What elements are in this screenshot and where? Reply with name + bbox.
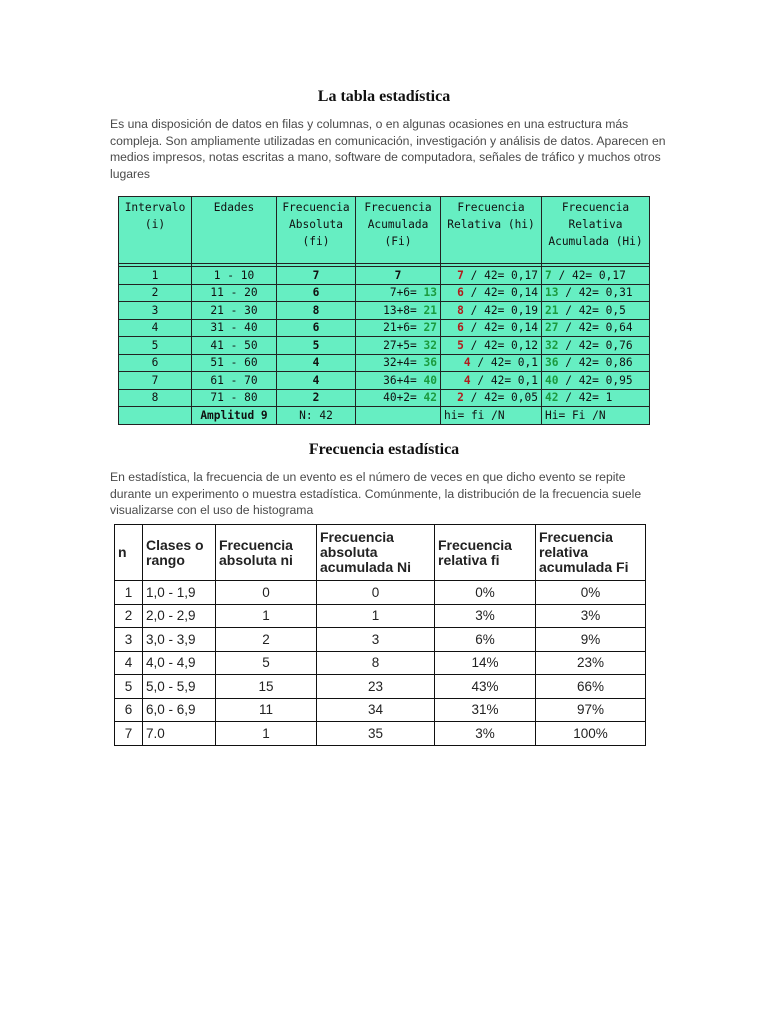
cell-frecuencia-absoluta: 6 bbox=[277, 284, 356, 302]
numerator-value: 6 bbox=[457, 321, 464, 335]
section-paragraph-frecuencia: En estadística, la frecuencia de un evento es el número de veces en que dicho evento se repite durante un experimento o muestra estadística. Comúnmente, la distribución de la frecuencia suele visualizarse con el uso de histograma bbox=[110, 470, 642, 517]
cell-frecuencia-absoluta: 5 bbox=[216, 651, 317, 675]
header-edades: Edades bbox=[192, 197, 277, 264]
numerator-value: 4 bbox=[463, 356, 471, 370]
cell-frecuencia-absoluta-acumulada: 1 bbox=[317, 604, 435, 628]
footer-cell-frecuencia-absoluta: N: 42 bbox=[277, 407, 356, 425]
cell-frecuencia-relativa: 6% bbox=[435, 628, 536, 652]
cell-edades: 61 - 70 bbox=[192, 372, 277, 390]
header-frecuencia-absoluta: Frecuencia Absoluta (fi) bbox=[277, 197, 356, 264]
cell-clases: 7.0 bbox=[143, 722, 216, 746]
cell-frecuencia-relativa: 4 / 42= 0,1 bbox=[441, 354, 542, 372]
cell-frecuencia-absoluta: 11 bbox=[216, 698, 317, 722]
table-row bbox=[115, 604, 646, 628]
cell-n: 5 bbox=[115, 675, 143, 699]
cell-frecuencia-relativa: 8 / 42= 0,19 bbox=[441, 302, 542, 320]
cell-intervalo: 6 bbox=[119, 354, 192, 372]
cell-frecuencia-relativa-acumulada: 13 / 42= 0,31 bbox=[542, 284, 650, 302]
section-paragraph-tabla: Es una disposición de datos en filas y columnas, o en algunas ocasiones en una estructura más compleja. Son ampliamente utilizadas en comunicación, investigación y análisis de datos. Aparecen en medios impresos, notas escritas a mano, software de computadora, señales de tráfico y muchos otros lugares bbox=[110, 117, 666, 181]
cell-frecuencia-relativa-acumulada: 21 / 42= 0,5 bbox=[542, 302, 650, 320]
accumulated-value: 42 bbox=[423, 391, 437, 405]
table-row bbox=[119, 337, 650, 355]
cell-frecuencia-absoluta: 8 bbox=[277, 302, 356, 320]
cell-frecuencia-relativa-acumulada: 42 / 42= 1 bbox=[542, 389, 650, 407]
numerator-value: 2 bbox=[457, 391, 464, 405]
cell-frecuencia-relativa-acumulada: 0% bbox=[536, 581, 646, 605]
cell-clases: 3,0 - 3,9 bbox=[143, 628, 216, 652]
cell-frecuencia-relativa: 7 / 42= 0,17 bbox=[441, 267, 542, 285]
cell-frecuencia-absoluta-acumulada: 0 bbox=[317, 581, 435, 605]
cell-intervalo: 2 bbox=[119, 284, 192, 302]
numerator-value: 27 bbox=[545, 321, 559, 335]
table-row bbox=[119, 267, 650, 285]
cell-intervalo: 1 bbox=[119, 267, 192, 285]
accumulated-value: 36 bbox=[423, 356, 437, 370]
cell-frecuencia-relativa: 3% bbox=[435, 722, 536, 746]
table-row bbox=[119, 302, 650, 320]
cell-frecuencia-absoluta-acumulada: 35 bbox=[317, 722, 435, 746]
cell-n: 2 bbox=[115, 604, 143, 628]
cell-intervalo: 3 bbox=[119, 302, 192, 320]
cell-frecuencia-absoluta: 6 bbox=[277, 319, 356, 337]
numerator-value: 6 bbox=[457, 286, 464, 300]
table-row bbox=[115, 675, 646, 699]
section-title-tabla: La tabla estadística bbox=[317, 88, 451, 105]
numerator-value: 42 bbox=[545, 391, 559, 405]
cell-n: 7 bbox=[115, 722, 143, 746]
cell-frecuencia-acumulada: 21+6= 27 bbox=[356, 319, 441, 337]
cell-frecuencia-absoluta-acumulada: 3 bbox=[317, 628, 435, 652]
header-frecuencia-acumulada: Frecuencia Acumulada (Fi) bbox=[356, 197, 441, 264]
cell-frecuencia-absoluta: 0 bbox=[216, 581, 317, 605]
cell-frecuencia-relativa-acumulada: 32 / 42= 0,76 bbox=[542, 337, 650, 355]
cell-intervalo: 4 bbox=[119, 319, 192, 337]
table-footer-row bbox=[119, 407, 650, 425]
footer-cell-edades: Amplitud 9 bbox=[192, 407, 277, 425]
cell-frecuencia-relativa-acumulada: 100% bbox=[536, 722, 646, 746]
table-row bbox=[119, 354, 650, 372]
cell-frecuencia-acumulada: 40+2= 42 bbox=[356, 389, 441, 407]
table-row bbox=[119, 389, 650, 407]
cell-clases: 4,0 - 4,9 bbox=[143, 651, 216, 675]
cell-frecuencia-relativa: 6 / 42= 0,14 bbox=[441, 319, 542, 337]
cell-edades: 1 - 10 bbox=[192, 267, 277, 285]
numerator-value: 7 bbox=[457, 268, 464, 282]
cell-frecuencia-acumulada: 32+4= 36 bbox=[356, 354, 441, 372]
cell-frecuencia-acumulada: 36+4= 40 bbox=[356, 372, 441, 390]
numerator-value: 40 bbox=[545, 373, 559, 387]
table-row bbox=[119, 284, 650, 302]
cell-frecuencia-absoluta: 4 bbox=[277, 372, 356, 390]
footer-cell-frecuencia-relativa: hi= fi /N bbox=[441, 407, 542, 425]
cell-n: 4 bbox=[115, 651, 143, 675]
cell-edades: 21 - 30 bbox=[192, 302, 277, 320]
table-row bbox=[115, 722, 646, 746]
cell-edades: 41 - 50 bbox=[192, 337, 277, 355]
cell-intervalo: 5 bbox=[119, 337, 192, 355]
accumulated-value: 21 bbox=[423, 303, 437, 317]
cell-frecuencia-relativa: 0% bbox=[435, 581, 536, 605]
cell-frecuencia-relativa: 4 / 42= 0,1 bbox=[441, 372, 542, 390]
cell-frecuencia-absoluta-acumulada: 23 bbox=[317, 675, 435, 699]
cell-frecuencia-absoluta: 2 bbox=[216, 628, 317, 652]
accumulated-value: 13 bbox=[423, 286, 437, 300]
cell-frecuencia-absoluta-acumulada: 8 bbox=[317, 651, 435, 675]
cell-frecuencia-absoluta: 15 bbox=[216, 675, 317, 699]
section-title-frecuencia: Frecuencia estadística bbox=[308, 441, 460, 458]
numerator-value: 36 bbox=[545, 356, 559, 370]
cell-frecuencia-acumulada: 27+5= 32 bbox=[356, 337, 441, 355]
cell-frecuencia-relativa-acumulada: 9% bbox=[536, 628, 646, 652]
header-clases: Clases o rango bbox=[143, 525, 216, 581]
cell-frecuencia-absoluta: 2 bbox=[277, 389, 356, 407]
cell-frecuencia-relativa: 14% bbox=[435, 651, 536, 675]
cell-intervalo: 8 bbox=[119, 389, 192, 407]
cell-frecuencia-relativa-acumulada: 23% bbox=[536, 651, 646, 675]
accumulated-value: 32 bbox=[423, 338, 437, 352]
cell-edades: 51 - 60 bbox=[192, 354, 277, 372]
cell-frecuencia-relativa: 6 / 42= 0,14 bbox=[441, 284, 542, 302]
cell-frecuencia-relativa: 2 / 42= 0,05 bbox=[441, 389, 542, 407]
cell-frecuencia-relativa-acumulada: 27 / 42= 0,64 bbox=[542, 319, 650, 337]
cell-frecuencia-relativa-acumulada: 66% bbox=[536, 675, 646, 699]
header-frecuencia-relativa-acumulada: Frecuencia Relativa Acumulada (Hi) bbox=[542, 197, 650, 264]
cell-frecuencia-relativa-acumulada: 7 / 42= 0,17 bbox=[542, 267, 650, 285]
table-row bbox=[115, 698, 646, 722]
cell-frecuencia-absoluta: 5 bbox=[277, 337, 356, 355]
cell-frecuencia-relativa: 31% bbox=[435, 698, 536, 722]
cell-frecuencia-relativa-acumulada: 3% bbox=[536, 604, 646, 628]
cell-n: 6 bbox=[115, 698, 143, 722]
table-header-row bbox=[119, 197, 650, 264]
header-n: n bbox=[115, 525, 143, 581]
accumulated-value: 40 bbox=[423, 373, 437, 387]
numerator-value: 4 bbox=[463, 373, 471, 387]
numerator-value: 7 bbox=[545, 268, 552, 282]
cell-clases: 5,0 - 5,9 bbox=[143, 675, 216, 699]
cell-edades: 31 - 40 bbox=[192, 319, 277, 337]
numerator-value: 32 bbox=[545, 338, 559, 352]
cell-edades: 71 - 80 bbox=[192, 389, 277, 407]
cell-clases: 2,0 - 2,9 bbox=[143, 604, 216, 628]
cell-frecuencia-acumulada: 7+6= 13 bbox=[356, 284, 441, 302]
header-frecuencia-absoluta: Frecuencia absoluta ni bbox=[216, 525, 317, 581]
footer-cell-frecuencia-relativa-acumulada: Hi= Fi /N bbox=[542, 407, 650, 425]
cell-intervalo: 7 bbox=[119, 372, 192, 390]
footer-cell-intervalo bbox=[119, 407, 192, 425]
header-frecuencia-absoluta-acumulada: Frecuencia absoluta acumulada Ni bbox=[317, 525, 435, 581]
cell-frecuencia-absoluta: 1 bbox=[216, 604, 317, 628]
cell-frecuencia-relativa-acumulada: 36 / 42= 0,86 bbox=[542, 354, 650, 372]
table-clases bbox=[114, 524, 646, 746]
numerator-value: 13 bbox=[545, 286, 559, 300]
table-header-row bbox=[115, 525, 646, 581]
cell-edades: 11 - 20 bbox=[192, 284, 277, 302]
numerator-value: 21 bbox=[545, 303, 559, 317]
cell-frecuencia-relativa: 5 / 42= 0,12 bbox=[441, 337, 542, 355]
table-intervalos bbox=[118, 196, 650, 425]
accumulated-value: 27 bbox=[423, 321, 437, 335]
numerator-value: 8 bbox=[457, 303, 464, 317]
header-frecuencia-relativa: Frecuencia relativa fi bbox=[435, 525, 536, 581]
table-row bbox=[115, 651, 646, 675]
table-row bbox=[115, 628, 646, 652]
cell-n: 3 bbox=[115, 628, 143, 652]
cell-frecuencia-acumulada: 13+8= 21 bbox=[356, 302, 441, 320]
cell-frecuencia-absoluta-acumulada: 34 bbox=[317, 698, 435, 722]
cell-frecuencia-relativa-acumulada: 97% bbox=[536, 698, 646, 722]
table-row bbox=[115, 581, 646, 605]
cell-frecuencia-absoluta: 1 bbox=[216, 722, 317, 746]
cell-n: 1 bbox=[115, 581, 143, 605]
table-row bbox=[119, 372, 650, 390]
cell-frecuencia-relativa: 3% bbox=[435, 604, 536, 628]
cell-clases: 6,0 - 6,9 bbox=[143, 698, 216, 722]
cell-frecuencia-relativa-acumulada: 40 / 42= 0,95 bbox=[542, 372, 650, 390]
cell-frecuencia-absoluta: 4 bbox=[277, 354, 356, 372]
header-intervalo: Intervalo (i) bbox=[119, 197, 192, 264]
cell-frecuencia-acumulada: 7 bbox=[356, 267, 441, 285]
header-frecuencia-relativa: Frecuencia Relativa (hi) bbox=[441, 197, 542, 264]
cell-frecuencia-relativa: 43% bbox=[435, 675, 536, 699]
footer-cell-frecuencia-acumulada bbox=[356, 407, 441, 425]
header-frecuencia-relativa-acumulada: Frecuencia relativa acumulada Fi bbox=[536, 525, 646, 581]
cell-clases: 1,0 - 1,9 bbox=[143, 581, 216, 605]
numerator-value: 5 bbox=[457, 338, 464, 352]
cell-frecuencia-absoluta: 7 bbox=[277, 267, 356, 285]
table-row bbox=[119, 319, 650, 337]
